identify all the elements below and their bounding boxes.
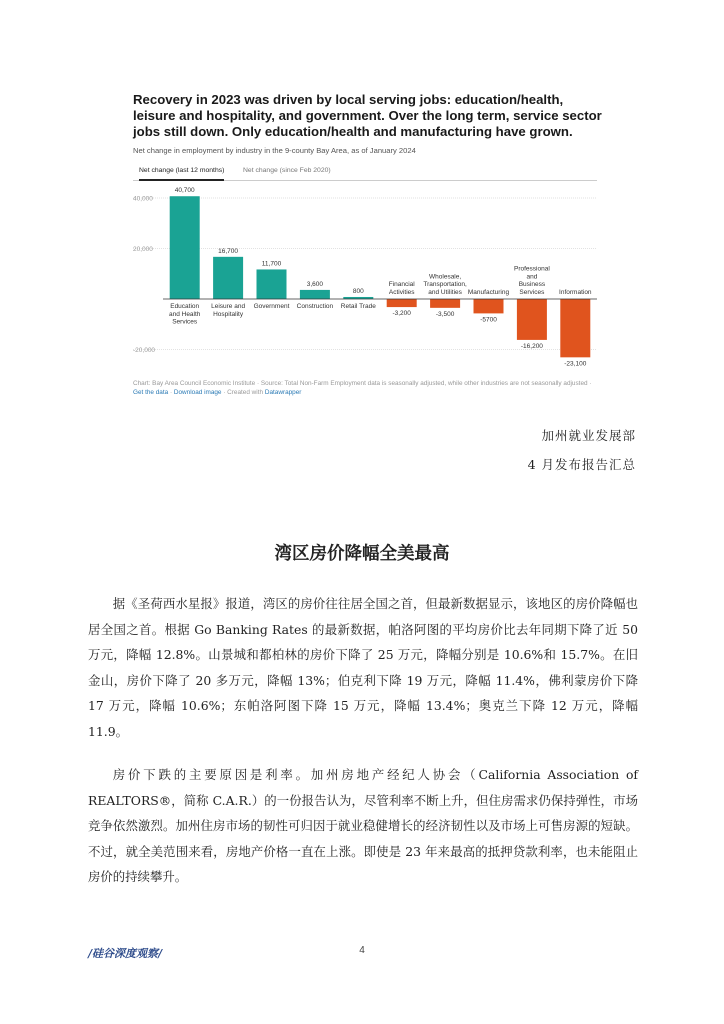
category-label: Services (172, 318, 198, 326)
bar-value-label: -3,500 (435, 310, 455, 318)
y-tick-label: 40,000 (133, 195, 153, 203)
category-label: Manufacturing (467, 289, 510, 296)
bar (257, 269, 287, 299)
article-headline: 湾区房价降幅全美最高 (274, 544, 450, 564)
y-tick-label: -20,000 (133, 347, 156, 354)
category-label: Transportation, (423, 281, 467, 289)
category-label: Hospitality (213, 310, 244, 318)
bar (430, 299, 460, 308)
category-label: Information (559, 289, 592, 296)
bar-value-label: -3,200 (392, 310, 411, 318)
category-label: Wholesale, (429, 273, 462, 281)
category-label: Construction (296, 303, 334, 310)
category-label: Activities (388, 289, 415, 296)
bar (387, 299, 417, 307)
datawrapper-link[interactable]: Datawrapper (264, 389, 302, 396)
paragraph-1: 据《圣荷西水星报》报道，湾区的房价往往居全国之首，但最新数据显示，该地区的房价降幅也居全国之首。根据 Go Banking Rates 的最新数据，帕洛阿图的平均房价比去年同期下降了近 50 万元，降幅 12.8%。山景城和都柏林的房价下降了 25 万元，降幅分别是 10.6%和 15.7%。在旧金山，房价下降了 20 多万元，降幅 13%；伯克利下降 19 万元，降幅 11.4%，佛利蒙房价下降 17 万元，降幅 10.6%；东帕洛阿图下降 15 万元，降幅 13.4%；奥克兰下降 12 万元，降幅 11.9。 (88, 596, 638, 739)
category-label: Services (519, 289, 545, 296)
category-label: Retail Trade (340, 303, 376, 310)
get-data-link[interactable]: Get the data (133, 389, 169, 396)
bar-value-label: 16,700 (218, 247, 239, 255)
category-label: Education (170, 303, 200, 310)
chart-source-text: Chart: Bay Area Council Economic Institute · Source: Total Non-Farm Employment data is seasonally adjusted, while other industries are not seasonally adjusted · (133, 380, 592, 387)
bar-value-label: -5700 (480, 316, 497, 324)
bar (560, 299, 590, 357)
category-label: Business (518, 281, 546, 289)
footer-publication: /硅谷深度观察/ (88, 947, 163, 960)
bar (170, 196, 200, 299)
category-label: Financial (388, 281, 415, 289)
tab-since-feb-2020[interactable]: Net change (since Feb 2020) (243, 167, 331, 174)
notes-separator: · (169, 389, 174, 396)
created-with-text: · Created with (223, 389, 264, 396)
category-label: and Health (168, 310, 201, 318)
chart-title: Recovery in 2023 was driven by local serving jobs: education/health, leisure and hospitality, and government. Over the long term, service sector jobs still down. Only education/health and manufacturing have grown. (133, 92, 602, 139)
employment-bar-chart (0, 0, 724, 380)
chart-subtitle: Net change in employment by industry in the 9-county Bay Area, as of January 2024 (133, 146, 416, 155)
bar-value-label: 3,600 (306, 280, 324, 288)
bar-value-label: -23,100 (564, 360, 587, 368)
bar (213, 257, 243, 299)
paragraph-2: 房价下跌的主要原因是利率。加州房地产经纪人协会（California Association of REALTORS®，简称 C.A.R.）的一份报告认为，尽管利率不断上升，但住房需求仍保持弹性，市场竞争依然激烈。加州住房市场的韧性可归因于就业稳健增长的经济韧性以及市场上可售房源的短缺。不过，就全美范围来看，房地产价格一直在上涨。即使是 23 年来最高的抵押贷款利率，也未能阻止房价的持续攀升。 (88, 767, 638, 885)
bar-value-label: 40,700 (174, 187, 195, 195)
category-label: Government (253, 303, 290, 310)
bar-value-label: 800 (352, 287, 364, 295)
category-label: Leisure and (211, 303, 246, 310)
bar (300, 290, 330, 299)
category-label: and Utilities (428, 289, 462, 296)
bar-value-label: 11,700 (261, 260, 282, 268)
tab-last-12-months[interactable]: Net change (last 12 months) (139, 166, 224, 181)
category-label: Professional (514, 265, 550, 273)
bar (517, 299, 547, 340)
report-date: 4 月发布报告汇总 (527, 457, 636, 472)
department-name: 加州就业发展部 (541, 428, 636, 443)
category-label: and (526, 273, 538, 281)
chart-notes (133, 379, 593, 397)
download-image-link[interactable]: Download image (173, 389, 222, 396)
page-number: 4 (359, 945, 365, 956)
y-tick-label: 20,000 (133, 246, 153, 253)
bar-value-label: -16,200 (520, 342, 543, 350)
bar (474, 299, 504, 313)
